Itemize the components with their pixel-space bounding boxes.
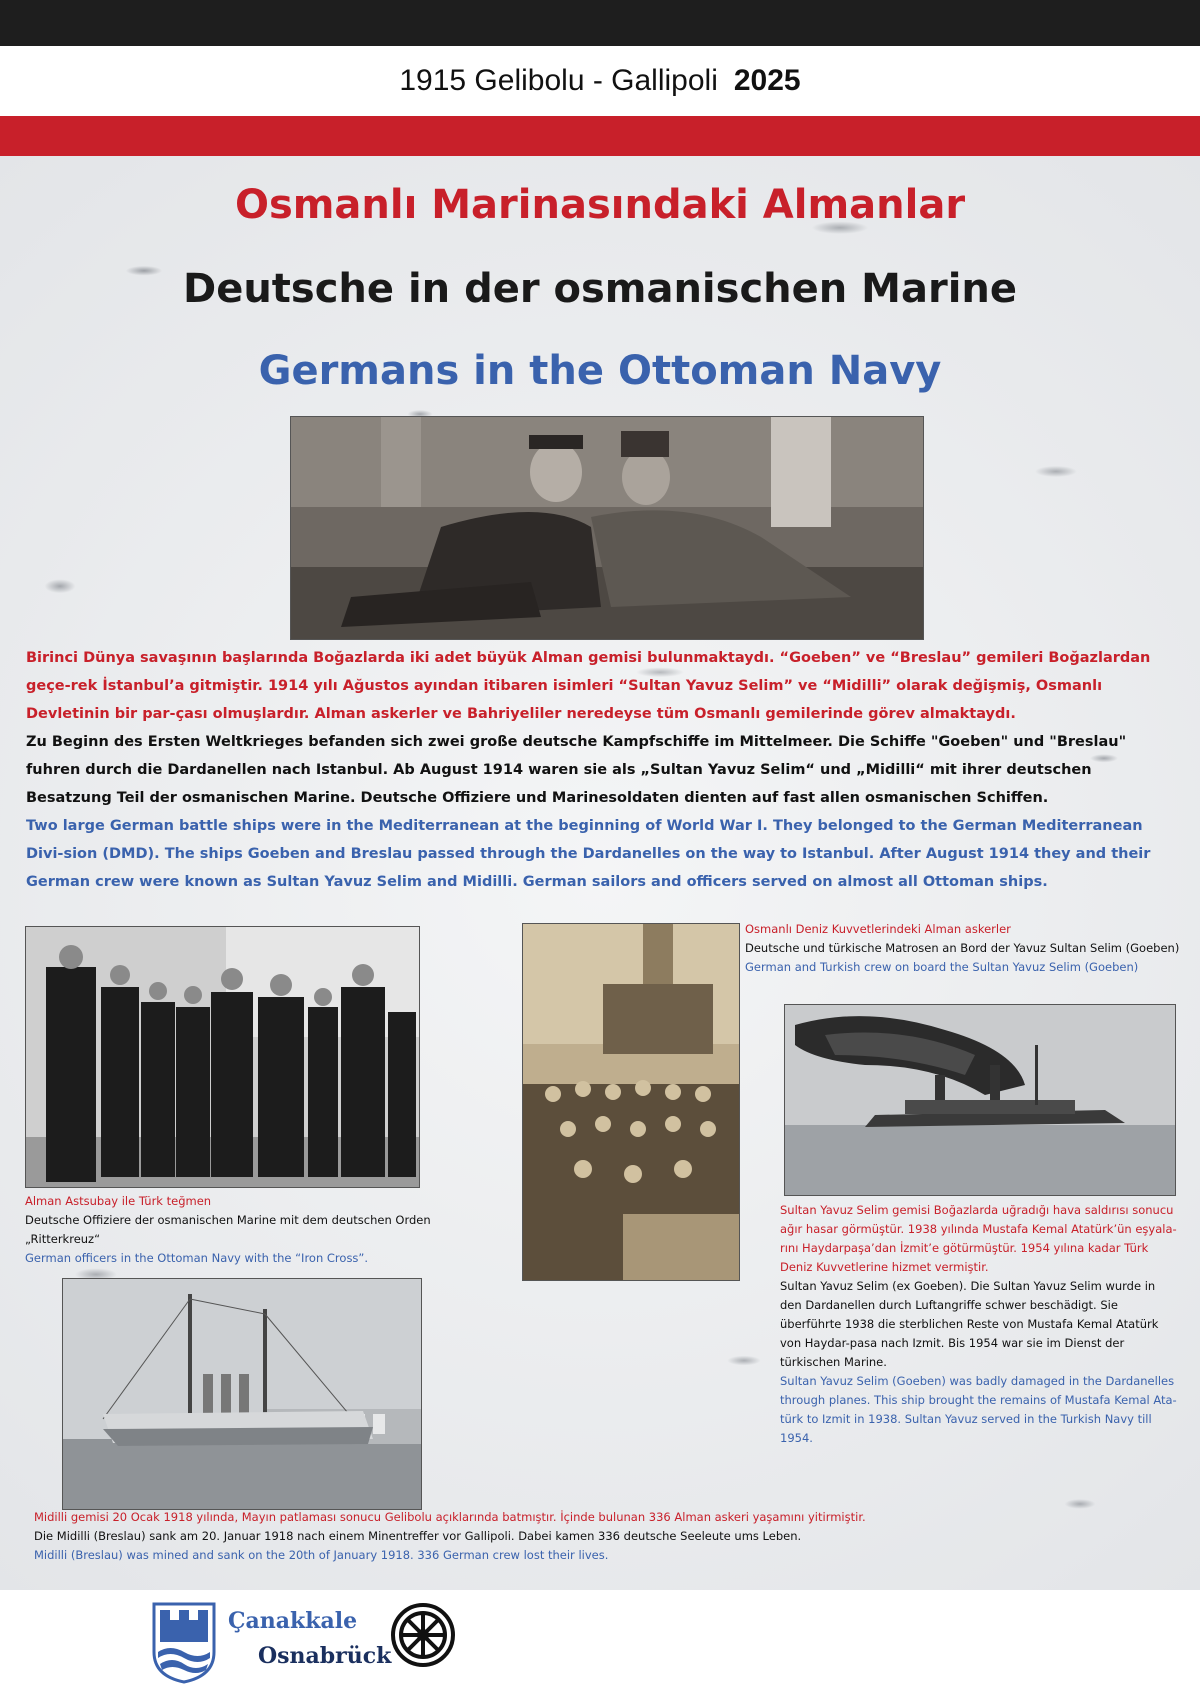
caption-yavuz [780,1201,1180,1448]
top-black-bar [0,0,1200,46]
photo-reclining-soldiers [290,416,924,640]
poster-body [0,156,1200,1590]
caption-officers-tr: Alman Astsubay ile Türk teğmen [25,1194,212,1208]
photo-officers [25,926,420,1188]
header-year: 2025 [733,64,801,97]
caption-yavuz-tr: Sultan Yavuz Selim gemisi Boğazlarda uğradığı hava saldırısı sonucu ağır hasar görmüştür. 1938 yılında Mustafa Kemal Atatürk’ün eşyala-rını Haydarpaşa’dan İzmit’e götürmüştür. 1954 yılına kadar Türk Deniz Kuvvetlerine hizmet vermiştir. [780,1203,1177,1274]
intro-turkish: Birinci Dünya savaşının başlarında Boğazlarda iki adet büyük Alman gemisi bulunmaktaydı. “Goeben” ve “Breslau” gemileri Boğazlardan geçe-rek İstanbul’a gitmiştir. 1914 yılı Ağustos ayından itibaren isimleri “Sultan Yavuz Selim” ve “Midilli” olarak değişmiş, Osmanlı Devletinin bir par-çası olmuşlardır. Alman askerler ve Bahriyeliler neredeyse tüm Osmanlı gemilerinde görev almaktaydı. [26,650,1151,722]
intro-text [26,644,1176,896]
photo-crew-on-deck [522,923,740,1281]
intro-english: Two large German battle ships were in the Mediterranean at the beginning of World War I. They belonged to the German Mediterranean Divi-sion (DMD). The ships Goeben and Breslau passed through the Dardanelles on the way to Istanbul. After August 1914 they and their German crew were known as Sultan Yavuz Selim and Midilli. German sailors and officers served on almost all Ottoman ships. [26,818,1151,890]
caption-crew-en: German and Turkish crew on board the Sultan Yavuz Selim (Goeben) [745,960,1139,974]
logo-text-canakkale: Çanakkale [228,1608,358,1634]
caption-yavuz-en: Sultan Yavuz Selim (Goeben) was badly damaged in the Dardanelles through planes. This ship brought the remains of Mustafa Kemal Ata-türk to Izmit in 1938. Sultan Yavuz served in the Turkish Navy till 1954. [780,1374,1177,1445]
caption-midilli-en: Midilli (Breslau) was mined and sank on the 20th of January 1918. 336 German crew lost their lives. [34,1548,609,1562]
caption-crew-de: Deutsche und türkische Matrosen an Bord der Yavuz Sultan Selim (Goeben) [745,941,1180,955]
caption-midilli-de: Die Midilli (Breslau) sank am 20. Januar 1918 nach einem Minentreffer vor Gallipoli. Dabei kamen 336 deutsche Seeleute ums Leben. [34,1529,802,1543]
caption-crew-tr: Osmanlı Deniz Kuvvetlerindeki Alman askerler [745,922,1011,936]
title-german: Deutsche in der osmanischen Marine [182,266,1018,312]
intro-german: Zu Beginn des Ersten Weltkrieges befanden sich zwei große deutsche Kampfschiffe im Mittelmeer. Die Schiffe "Goeben" und "Breslau" fuhren durch die Dardanellen nach Istanbul. Ab August 1914 waren sie als „Sultan Yavuz Selim“ und „Midilli“ mit ihrer deutschen Besatzung Teil der osmanischen Marine. Deutsche Offiziere und Marinesoldaten dienten auf fast allen osmanischen Schiffen. [26,734,1127,806]
title-english: Germans in the Ottoman Navy [258,348,942,394]
caption-midilli-tr: Midilli gemisi 20 Ocak 1918 yılında, Mayın patlaması sonucu Gelibolu açıklarında batmıştır. İçinde bulunan 336 Alman askeri yaşamını yitirmiştir. [34,1510,866,1524]
page-header [0,46,1200,116]
caption-officers-de: Deutsche Offiziere der osmanischen Marine mit dem deutschen Orden „Ritterkreuz“ [25,1213,431,1246]
photo-yavuz-ship [784,1004,1176,1196]
header-title: 1915 Gelibolu - Gallipoli [399,64,718,97]
caption-yavuz-de: Sultan Yavuz Selim (ex Goeben). Die Sultan Yavuz Selim wurde in den Dardanellen durch Luftangriffe schwer beschädigt. Sie überführte 1938 die sterblichen Reste von Mustafa Kemal Atatürk von Haydar-pasa nach Izmit. Bis 1954 war sie im Dienst der türkischen Marine. [780,1279,1159,1369]
canakkale-city-crest-icon [150,1600,218,1684]
logo-text-osnabrueck: Osnabrück [258,1643,392,1669]
title-turkish: Osmanlı Marinasındaki Almanlar [234,182,966,228]
caption-crew [745,920,1185,977]
caption-officers [25,1192,495,1268]
caption-midilli [34,1508,1034,1565]
osnabrueck-wheel-icon [390,1602,456,1668]
caption-officers-en: German officers in the Ottoman Navy with the “Iron Cross”. [25,1251,369,1265]
red-divider-bar [0,116,1200,156]
photo-midilli-ship [62,1278,422,1510]
